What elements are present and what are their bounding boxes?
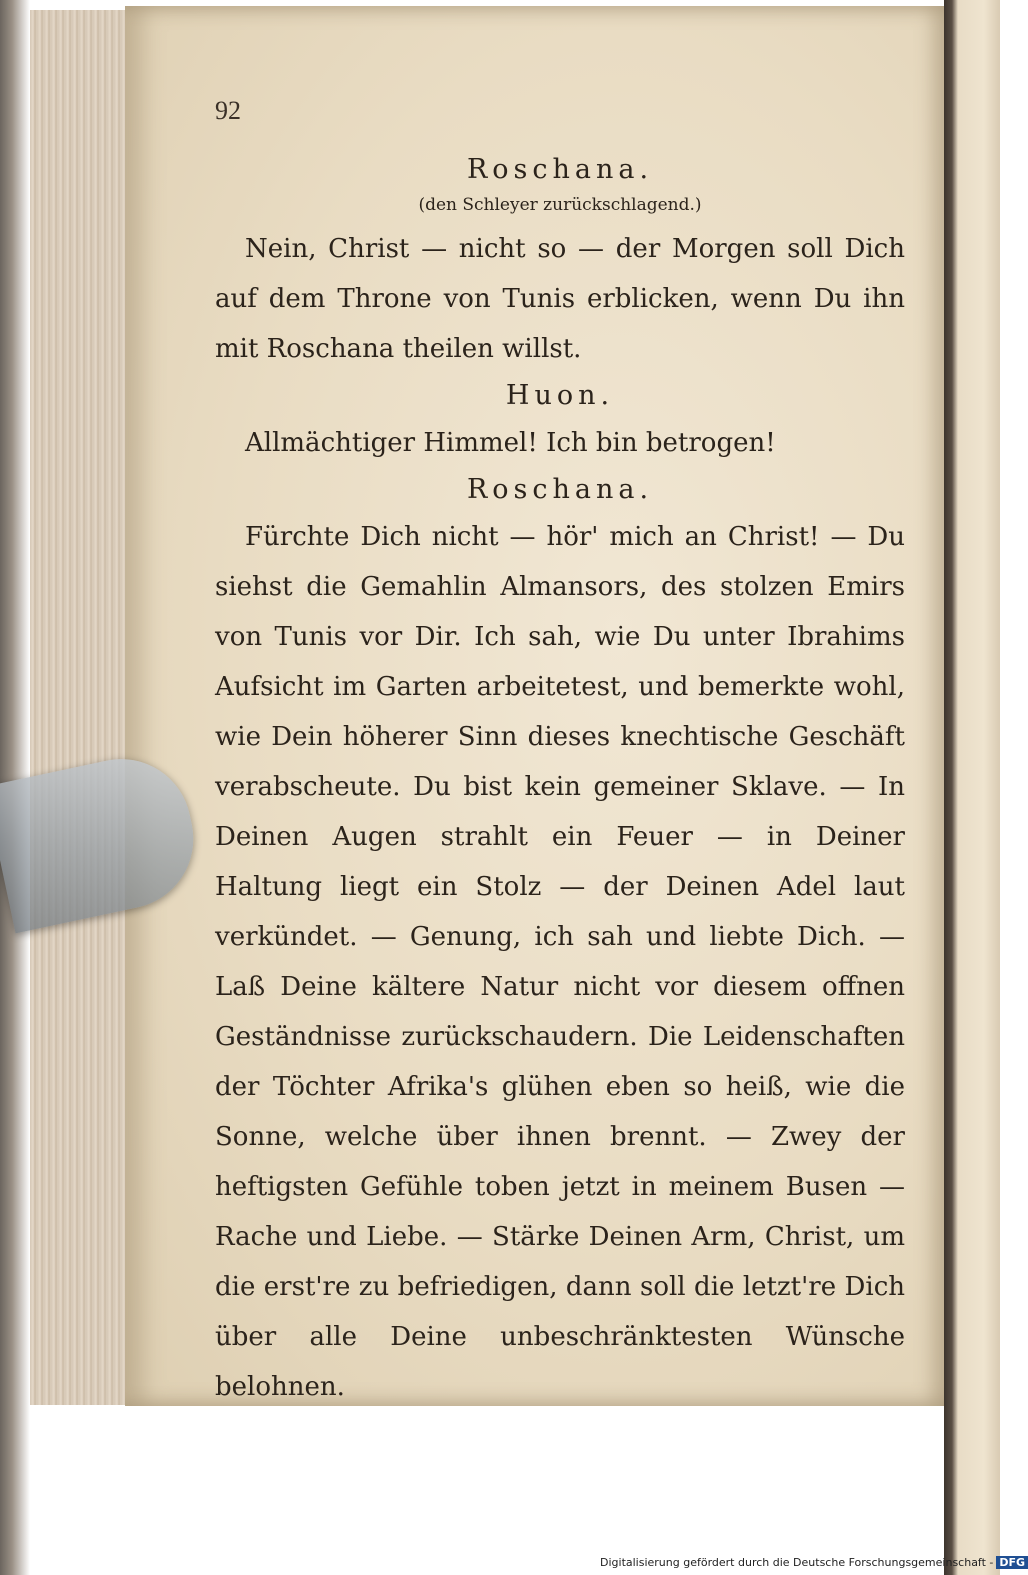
speaker-name: Huon. [505,380,615,411]
dialogue-paragraph: Allmächtiger Himmel! Ich bin betrogen! [245,428,776,458]
speaker-name: Roschana. [466,154,654,185]
dfg-logo: DFG [996,1556,1028,1569]
digitization-credit [600,1556,1026,1573]
stage-direction: (den Schleyer zurückschlagend.) [418,195,702,215]
page-text [215,90,905,1412]
dialogue-paragraph: Nein, Christ — nicht so — der Morgen soll Dich auf dem Throne von Tunis erblicken, wenn Du ihn mit Roschana theilen willst. [215,234,905,364]
credit-text: Digitalisierung gefördert durch die Deutsche Forschungsgemeinschaft - [600,1556,994,1569]
book-binding [944,0,1000,1575]
dialogue-paragraph: Fürchte Dich nicht — hör' mich an Christ! — Du siehst die Gemahlin Almansors, des stolzen Emirs von Tunis vor Dir. Ich sah, wie Du unter Ibrahims Aufsicht im Garten arbeitetest, und bemerkte wohl, wie Dein höherer Sinn dieses knechtische Geschäft verabscheute. Du bist kein gemeiner Sklave. — In Deinen Augen strahlt ein Feuer — in Deiner Haltung liegt ein Stolz — der Deinen Adel laut verkündet. — Genung, ich sah und liebte Dich. — Laß Deine kältere Natur nicht vor diesem offnen Geständnisse zurückschaudern. Die Leidenschaften der Töchter Afrika's glühen eben so heiß, wie die Sonne, welche über ihnen brennt. — Zwey der heftigsten Gefühle toben jetzt in meinem Busen — Rache und Liebe. — Stärke Deinen Arm, Christ, um die erst're zu befriedigen, dann soll die letzt're Dich über alle Deine unbeschränktesten Wünsche belohnen. [215,522,905,1402]
page-number: 92 [215,96,241,125]
speaker-name: Roschana. [466,474,654,505]
